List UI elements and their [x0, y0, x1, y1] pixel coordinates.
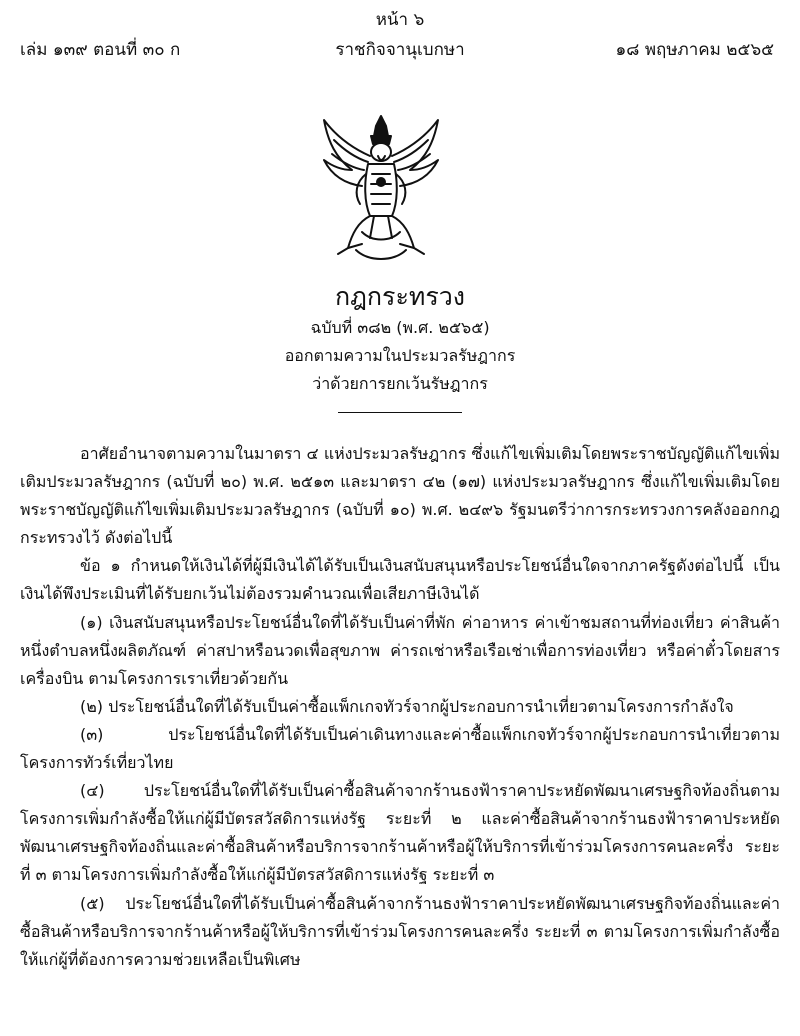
- issued-under: ออกตามความในประมวลรัษฎากร: [284, 346, 516, 365]
- regulation-number: ฉบับที่ ๓๘๒ (พ.ศ. ๒๕๖๕): [310, 318, 490, 337]
- document-title: กฎกระทรวง: [334, 282, 466, 311]
- item-5-paragraph: (๕) ประโยชน์อื่นใดที่ได้รับเป็นค่าซื้อสินค้าจากร้านธงฟ้าราคาประหยัดพัฒนาเศรษฐกิจท้องถิ่นและค่าซื้อสินค้าหรือบริการจากร้านค้าหรือผู้ให้บริการที่เข้าร่วมโครงการคนละครึ่ง ระยะที่ ๓ ตามโครงการเพิ่มกำลังซื้อให้แก่ผู้ที่ต้องการความช่วยเหลือเป็นพิเศษ: [20, 893, 780, 969]
- volume-issue: เล่ม ๑๓๙ ตอนที่ ๓๐ ก: [20, 40, 181, 60]
- garuda-emblem-icon: [318, 112, 444, 264]
- publication-date: ๑๘ พฤษภาคม ๒๕๖๕: [615, 40, 774, 60]
- regulation-subject: ว่าด้วยการยกเว้นรัษฎากร: [312, 374, 488, 393]
- page-number: หน้า ๖: [375, 10, 425, 30]
- regulation-body: [20, 440, 780, 974]
- item-3-paragraph: (๓) ประโยชน์อื่นใดที่ได้รับเป็นค่าเดินทางและค่าซื้อแพ็กเกจทัวร์จากผู้ประกอบการนำเที่ยวตามโครงการทัวร์เที่ยวไทย: [20, 724, 780, 773]
- regulation-title-block: [0, 280, 800, 413]
- title-divider: [338, 412, 462, 413]
- preamble-paragraph: อาศัยอำนาจตามความในมาตรา ๔ แห่งประมวลรัษฎากร ซึ่งแก้ไขเพิ่มเติมโดยพระราชบัญญัติแก้ไขเพิ่มเติมประมวลรัษฎากร (ฉบับที่ ๒๐) พ.ศ. ๒๕๑๓ และมาตรา ๔๒ (๑๗) แห่งประมวลรัษฎากร ซึ่งแก้ไขเพิ่มเติมโดยพระราชบัญญัติแก้ไขเพิ่มเติมประมวลรัษฎากร (ฉบับที่ ๑๐) พ.ศ. ๒๔๙๖ รัฐมนตรีว่าการกระทรวงการคลังออกกฎกระทรวงไว้ ดังต่อไปนี้: [20, 444, 780, 548]
- item-1-paragraph: (๑) เงินสนับสนุนหรือประโยชน์อื่นใดที่ได้รับเป็นค่าที่พัก ค่าอาหาร ค่าเข้าชมสถานที่ท่องเที่ยว ค่าสินค้าหนึ่งตำบลหนึ่งผลิตภัณฑ์ ค่าสปาหรือนวดเพื่อสุขภาพ ค่ารถเช่าหรือเรือเช่าเพื่อการท่องเที่ยว หรือค่าตั๋วโดยสารเครื่องบิน ตามโครงการเราเที่ยวด้วยกัน: [20, 612, 780, 688]
- clause-1-paragraph: ข้อ ๑ กำหนดให้เงินได้ที่ผู้มีเงินได้ได้รับเป็นเงินสนับสนุนหรือประโยชน์อื่นใดจากภาครัฐดังต่อไปนี้ เป็นเงินได้พึงประเมินที่ได้รับยกเว้นไม่ต้องรวมคำนวณเพื่อเสียภาษีเงินได้: [20, 556, 780, 604]
- gazette-header: [20, 36, 780, 62]
- item-2-paragraph: (๒) ประโยชน์อื่นใดที่ได้รับเป็นค่าซื้อแพ็กเกจทัวร์จากผู้ประกอบการนำเที่ยวตามโครงการกำลังใจ: [80, 696, 734, 716]
- item-4-paragraph: (๔) ประโยชน์อื่นใดที่ได้รับเป็นค่าซื้อสินค้าจากร้านธงฟ้าราคาประหยัดพัฒนาเศรษฐกิจท้องถิ่นตามโครงการเพิ่มกำลังซื้อให้แก่ผู้มีบัตรสวัสดิการแห่งรัฐ ระยะที่ ๒ และค่าซื้อสินค้าจากร้านธงฟ้าราคาประหยัดพัฒนาเศรษฐกิจท้องถิ่นและค่าซื้อสินค้าหรือบริการจากร้านค้าหรือผู้ให้บริการที่เข้าร่วมโครงการคนละครึ่ง ระยะที่ ๓ ตามโครงการเพิ่มกำลังซื้อให้แก่ผู้มีบัตรสวัสดิการแห่งรัฐ ระยะที่ ๓: [20, 781, 780, 885]
- publication-name: ราชกิจจานุเบกษา: [335, 40, 465, 60]
